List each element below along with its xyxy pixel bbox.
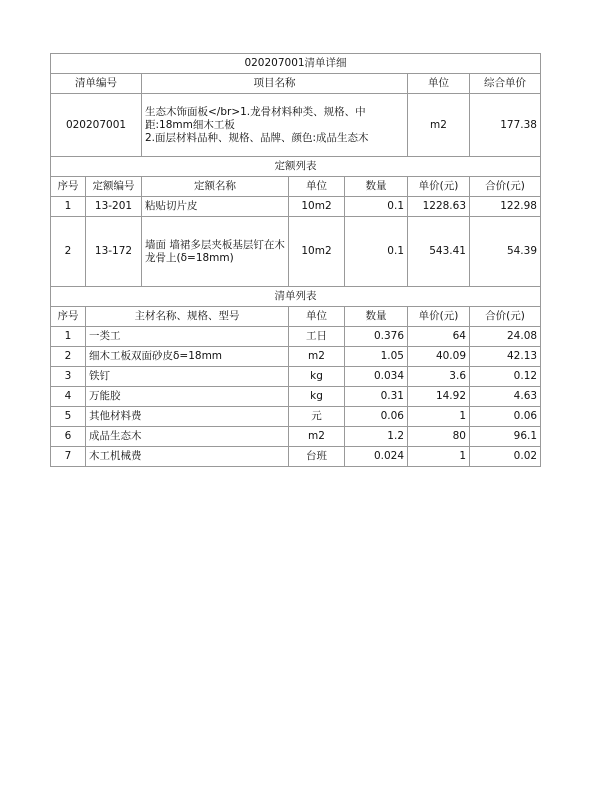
quota-row: [51, 197, 541, 217]
material-header-total: 合价(元): [470, 307, 541, 327]
material-section-title: 清单列表: [51, 287, 541, 307]
quota-total: 122.98: [470, 197, 541, 217]
material-unit-price: 80: [408, 427, 470, 447]
material-unit-price: 64: [408, 327, 470, 347]
material-qty: 0.376: [345, 327, 408, 347]
material-name: 细木工板双面砂皮δ=18mm: [86, 347, 289, 367]
material-name: 万能胶: [86, 387, 289, 407]
material-row: [51, 367, 541, 387]
material-unit: 台班: [289, 447, 345, 467]
material-unit-price: 1: [408, 447, 470, 467]
material-total: 42.13: [470, 347, 541, 367]
material-name: 铁钉: [86, 367, 289, 387]
material-seq: 5: [51, 407, 86, 427]
header-composite-price: 综合单价: [470, 74, 541, 94]
quota-section-title: 定额列表: [51, 157, 541, 177]
quota-header-total: 合价(元): [470, 177, 541, 197]
material-name: 木工机械费: [86, 447, 289, 467]
material-total: 0.02: [470, 447, 541, 467]
material-row: [51, 427, 541, 447]
title-row: [51, 54, 541, 74]
bill-detail-sheet: [50, 53, 540, 467]
quota-unit: 10m2: [289, 217, 345, 287]
quota-qty: 0.1: [345, 217, 408, 287]
material-total: 4.63: [470, 387, 541, 407]
quota-header-code: 定额编号: [86, 177, 142, 197]
material-unit: 元: [289, 407, 345, 427]
quota-header-name: 定额名称: [142, 177, 289, 197]
quota-table: [50, 156, 541, 287]
material-qty: 0.024: [345, 447, 408, 467]
material-table: [50, 286, 541, 467]
quota-name: 墙面 墙裙多层夹板基层钉在木龙骨上(δ=18mm): [142, 217, 289, 287]
quota-unit: 10m2: [289, 197, 345, 217]
material-total: 96.1: [470, 427, 541, 447]
material-unit-price: 40.09: [408, 347, 470, 367]
list-item-name-line1: 生态木饰面板</br>1.龙骨材料种类、规格、中距:18mm细木工板: [145, 105, 366, 131]
material-seq: 6: [51, 427, 86, 447]
quota-code: 13-172: [86, 217, 142, 287]
list-header-row: [51, 74, 541, 94]
list-item-name-line2: 2.面层材料品种、规格、品牌、颜色:成品生态木: [145, 131, 369, 144]
material-total: 0.06: [470, 407, 541, 427]
quota-qty: 0.1: [345, 197, 408, 217]
material-row: [51, 347, 541, 367]
quota-unit-price: 543.41: [408, 217, 470, 287]
material-unit-price: 1: [408, 407, 470, 427]
material-qty: 0.06: [345, 407, 408, 427]
quota-code: 13-201: [86, 197, 142, 217]
material-seq: 3: [51, 367, 86, 387]
material-unit: kg: [289, 367, 345, 387]
material-unit-price: 14.92: [408, 387, 470, 407]
quota-unit-price: 1228.63: [408, 197, 470, 217]
material-qty: 1.05: [345, 347, 408, 367]
material-seq: 1: [51, 327, 86, 347]
quota-row: [51, 217, 541, 287]
material-total: 0.12: [470, 367, 541, 387]
page-title: 020207001清单详细: [51, 54, 541, 74]
quota-name: 粘贴切片皮: [142, 197, 289, 217]
header-list-code: 清单编号: [51, 74, 142, 94]
material-seq: 2: [51, 347, 86, 367]
material-seq: 4: [51, 387, 86, 407]
material-seq: 7: [51, 447, 86, 467]
material-unit: 工日: [289, 327, 345, 347]
quota-header-unit-price: 单价(元): [408, 177, 470, 197]
list-item-name: [142, 94, 408, 157]
material-unit: m2: [289, 427, 345, 447]
quota-header-row: [51, 177, 541, 197]
material-header-unit-price: 单价(元): [408, 307, 470, 327]
list-item-row: [51, 94, 541, 157]
material-name: 其他材料费: [86, 407, 289, 427]
material-header-row: [51, 307, 541, 327]
quota-header-qty: 数量: [345, 177, 408, 197]
material-unit: kg: [289, 387, 345, 407]
material-row: [51, 407, 541, 427]
material-total: 24.08: [470, 327, 541, 347]
material-header-qty: 数量: [345, 307, 408, 327]
material-qty: 1.2: [345, 427, 408, 447]
material-qty: 0.31: [345, 387, 408, 407]
material-header-unit: 单位: [289, 307, 345, 327]
material-row: [51, 447, 541, 467]
bill-summary-table: [50, 53, 541, 157]
material-name: 成品生态木: [86, 427, 289, 447]
material-name: 一类工: [86, 327, 289, 347]
quota-total: 54.39: [470, 217, 541, 287]
header-item-name: 项目名称: [142, 74, 408, 94]
material-header-name: 主材名称、规格、型号: [86, 307, 289, 327]
list-item-code: 020207001: [51, 94, 142, 157]
material-row: [51, 327, 541, 347]
quota-header-seq: 序号: [51, 177, 86, 197]
list-item-unit: m2: [408, 94, 470, 157]
list-item-price: 177.38: [470, 94, 541, 157]
quota-section-row: [51, 157, 541, 177]
material-section-row: [51, 287, 541, 307]
quota-seq: 2: [51, 217, 86, 287]
header-unit: 单位: [408, 74, 470, 94]
material-row: [51, 387, 541, 407]
quota-seq: 1: [51, 197, 86, 217]
material-unit: m2: [289, 347, 345, 367]
material-header-seq: 序号: [51, 307, 86, 327]
material-unit-price: 3.6: [408, 367, 470, 387]
material-qty: 0.034: [345, 367, 408, 387]
quota-header-unit: 单位: [289, 177, 345, 197]
